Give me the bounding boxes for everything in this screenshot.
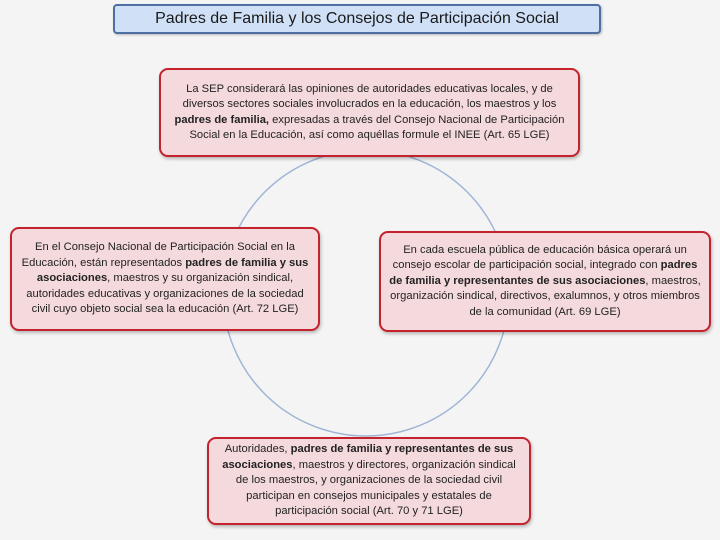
- node-art-65-text-bold: padres de familia,: [174, 113, 270, 126]
- node-art-72: [10, 227, 320, 331]
- node-art-69: [379, 231, 711, 332]
- node-art-70-71-text-part1: Autoridades,: [224, 443, 291, 456]
- node-art-65: [159, 68, 580, 157]
- node-art-65-text: [167, 82, 572, 144]
- node-art-65-text-part2: expresadas a través del Consejo Nacional de Participación Social en la Educación, así como aquéllas formule el INEE (Art. 65 LGE): [189, 113, 565, 141]
- node-art-72-text-part2: , maestros y su organización sindical, autoridades educativas y organizaciones de la sociedad civil cuyo objeto social sea la educación (Art. 72 LGE): [26, 272, 304, 316]
- page-title-text: Padres de Familia y los Consejos de Participación Social: [155, 10, 559, 27]
- node-art-72-text-part1: En el Consejo Nacional de Participación Social en la Educación, están representados: [21, 241, 295, 269]
- node-art-70-71-text: [215, 442, 523, 519]
- node-art-69-text: [387, 243, 703, 320]
- node-art-69-text-bold: padres de familia y representantes de sus asociaciones: [389, 259, 698, 287]
- node-art-70-71-text-bold: padres de familia y representantes de sus asociaciones: [222, 443, 514, 471]
- node-art-72-text-bold: padres de familia y sus asociaciones: [36, 256, 309, 285]
- node-art-72-text: [18, 240, 312, 317]
- node-art-70-71-text-part2: , maestros y directores, organización sindical de los maestros, y organizaciones de la sociedad civil participan en consejos municipales y estatales de participación social (Art. 70 y 71 LGE): [235, 458, 516, 518]
- node-art-69-text-part2: , maestros, organización sindical, directivos, exalumnos, y otros miembros de la comunidad (Art. 69 LGE): [390, 274, 701, 318]
- node-art-65-text-part1: La SEP considerará las opiniones de autoridades educativas locales, y de diversos sectores sociales involucrados en la educación, los maestros y los: [182, 82, 557, 111]
- node-art-69-text-part1: En cada escuela pública de educación básica operará un consejo escolar de participación social, integrado con: [392, 243, 687, 272]
- page-title: [113, 4, 601, 34]
- node-art-70-71: [207, 437, 531, 525]
